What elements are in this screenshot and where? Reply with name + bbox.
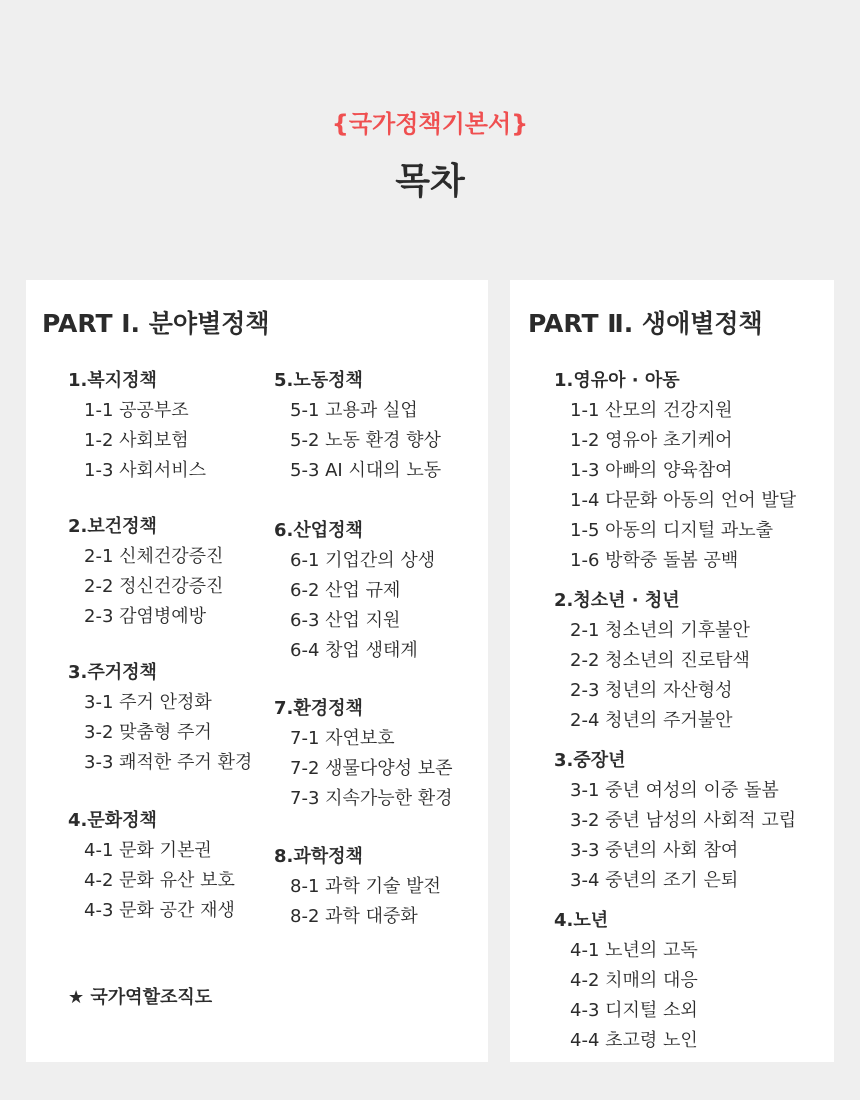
toc-item[interactable]: 1-1 공공부조 [84,400,189,421]
toc-item[interactable]: 5-1 고용과 실업 [290,400,418,421]
toc-item[interactable]: 8-2 과학 대중화 [290,906,418,927]
part2-title: PART Ⅱ. 생애별정책 [528,309,763,338]
toc-section-science[interactable] [274,842,441,932]
section-heading[interactable]: 3.주거정책 [68,662,157,683]
toc-item[interactable]: 5-3 AI 시대의 노동 [290,460,442,481]
toc-item[interactable]: 2-2 청소년의 진로탐색 [570,650,750,671]
toc-section-youth[interactable] [554,586,750,736]
part1-panel [26,280,488,1062]
section-heading[interactable]: 4.노년 [554,910,609,931]
section-heading[interactable]: 7.환경정책 [274,698,363,719]
section-heading[interactable]: 2.보건정책 [68,516,157,537]
toc-item[interactable]: 1-2 사회보험 [84,430,189,451]
toc-section-health[interactable] [68,512,223,632]
toc-item[interactable]: 3-4 중년의 조기 은퇴 [570,870,739,891]
toc-section-environment[interactable] [274,694,453,814]
toc-item[interactable]: 3-1 중년 여성의 이중 돌봄 [570,780,779,801]
toc-item[interactable]: 3-2 중년 남성의 사회적 고립 [570,810,797,831]
toc-item[interactable]: 8-1 과학 기술 발전 [290,876,441,897]
toc-item[interactable]: 1-6 방학중 돌봄 공백 [570,550,739,571]
toc-item[interactable]: 4-2 치매의 대응 [570,970,698,991]
toc-item[interactable]: 6-2 산업 규제 [290,580,401,601]
toc-item[interactable]: 3-2 맞춤형 주거 [84,722,212,743]
org-chart-link[interactable]: ★ 국가역할조직도 [68,987,213,1008]
toc-section-industry[interactable] [274,516,435,666]
toc-item[interactable]: 4-4 초고령 노인 [570,1030,698,1051]
toc-item[interactable]: 3-3 중년의 사회 참여 [570,840,739,861]
toc-item[interactable]: 1-1 산모의 건강지원 [570,400,733,421]
toc-item[interactable]: 2-2 정신건강증진 [84,576,224,597]
toc-item[interactable]: 1-2 영유아 초기케어 [570,430,733,451]
toc-item[interactable]: 2-4 청년의 주거불안 [570,710,733,731]
toc-section-labor[interactable] [274,366,441,486]
toc-section-infant-child[interactable] [554,366,796,576]
section-heading[interactable]: 2.청소년 · 청년 [554,590,680,611]
toc-item[interactable]: 2-1 신체건강증진 [84,546,224,567]
toc-item[interactable]: 1-3 사회서비스 [84,460,207,481]
toc-item[interactable]: 6-4 창업 생태계 [290,640,418,661]
section-heading[interactable]: 5.노동정책 [274,370,363,391]
toc-section-elderly[interactable] [554,906,698,1056]
page-title: 목차 [395,161,465,202]
toc-item[interactable]: 1-3 아빠의 양육참여 [570,460,733,481]
part1-title: PART Ⅰ. 분야별정책 [42,309,270,338]
toc-section-welfare[interactable] [68,366,206,486]
toc-item[interactable]: 1-4 다문화 아동의 언어 발달 [570,490,797,511]
toc-section-middle-age[interactable] [554,746,796,896]
toc-item[interactable]: 3-3 쾌적한 주거 환경 [84,752,253,773]
book-subtitle: {국가정책기본서} [331,110,529,138]
toc-item[interactable]: 1-5 아동의 디지털 과노출 [570,520,774,541]
toc-item[interactable]: 4-3 문화 공간 재생 [84,900,235,921]
toc-item[interactable]: 7-2 생물다양성 보존 [290,758,453,779]
section-heading[interactable]: 1.복지정책 [68,370,157,391]
toc-item[interactable]: 4-1 노년의 고독 [570,940,698,961]
section-heading[interactable]: 8.과학정책 [274,846,363,867]
toc-item[interactable]: 2-3 감염병예방 [84,606,207,627]
toc-item[interactable]: 6-3 산업 지원 [290,610,401,631]
section-heading[interactable]: 3.중장년 [554,750,626,771]
toc-item[interactable]: 6-1 기업간의 상생 [290,550,436,571]
toc-section-housing[interactable] [68,658,252,778]
section-heading[interactable]: 4.문화정책 [68,810,157,831]
toc-item[interactable]: 4-1 문화 기본권 [84,840,212,861]
toc-item[interactable]: 7-3 지속가능한 환경 [290,788,453,809]
toc-section-culture[interactable] [68,806,235,926]
part2-panel [510,280,834,1062]
toc-item[interactable]: 7-1 자연보호 [290,728,395,749]
toc-item[interactable]: 4-3 디지털 소외 [570,1000,698,1021]
section-heading[interactable]: 6.산업정책 [274,520,363,541]
toc-item[interactable]: 4-2 문화 유산 보호 [84,870,235,891]
toc-item[interactable]: 2-1 청소년의 기후불안 [570,620,750,641]
toc-item[interactable]: 5-2 노동 환경 향상 [290,430,441,451]
section-heading[interactable]: 1.영유아 · 아동 [554,370,680,391]
toc-item[interactable]: 2-3 청년의 자산형성 [570,680,733,701]
toc-item[interactable]: 3-1 주거 안정화 [84,692,212,713]
